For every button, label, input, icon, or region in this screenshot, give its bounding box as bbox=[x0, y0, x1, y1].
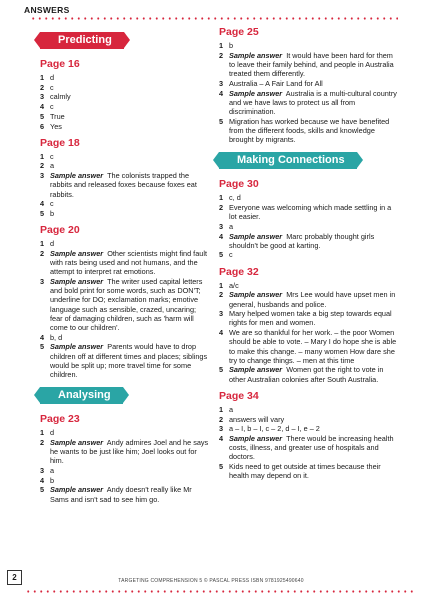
answer-item bbox=[219, 79, 397, 88]
banner-notch-right bbox=[357, 152, 363, 168]
answer-text: c, d bbox=[229, 193, 241, 203]
answer-number: 5 bbox=[219, 250, 224, 260]
answer-number: 5 bbox=[40, 111, 45, 121]
answer-item bbox=[40, 83, 210, 92]
answer-text: There would be increasing health costs, illness, and greater use of hospitals and doctors. bbox=[229, 434, 394, 462]
section-page-32 bbox=[219, 266, 397, 384]
answer-text: c bbox=[50, 199, 54, 209]
answer-number: 2 bbox=[219, 50, 224, 60]
answer-text: calmly bbox=[50, 92, 71, 102]
answer-number: 4 bbox=[219, 434, 224, 443]
answer-text: Everyone was welcoming which made settling in a lot easier. bbox=[229, 202, 392, 222]
footer-credit: TARGETING COMPREHENSION 5 © PASCAL PRESS ISBN 9781925490640 bbox=[118, 578, 304, 584]
answer-item bbox=[40, 161, 210, 170]
answer-text: Mary helped women take a big step towards equal rights for men and women. bbox=[229, 309, 392, 328]
answer-number: 1 bbox=[40, 428, 45, 438]
answer-number: 4 bbox=[40, 332, 45, 342]
answer-item bbox=[219, 250, 397, 259]
answer-text: d bbox=[50, 239, 55, 249]
answer-text: Australia – A Fair Land for All bbox=[229, 78, 323, 88]
answer-number: 5 bbox=[40, 485, 45, 495]
answer-number: 5 bbox=[219, 462, 224, 472]
answer-item bbox=[40, 92, 210, 101]
answer-number: 3 bbox=[219, 424, 224, 434]
page-heading: Page 30 bbox=[219, 178, 259, 191]
answer-item bbox=[40, 122, 210, 131]
answer-number: 6 bbox=[40, 121, 45, 131]
answer-number: 2 bbox=[40, 437, 45, 447]
answer-item bbox=[40, 239, 210, 248]
sample-answer-label: Sample answer bbox=[50, 248, 104, 258]
answer-item bbox=[219, 222, 397, 231]
answer-text: Andy doesn't really like Mr Sams and isn't sad to see him go. bbox=[50, 485, 192, 504]
answer-text: b bbox=[50, 208, 55, 218]
answer-number: 5 bbox=[40, 208, 45, 218]
banner-label: Making Connections bbox=[219, 152, 357, 169]
answer-item bbox=[40, 277, 210, 332]
answer-text: The colonists trapped the rabbits and released foxes because foxes eat rabbits. bbox=[50, 171, 197, 199]
answer-number: 3 bbox=[40, 466, 45, 475]
answer-text: a bbox=[50, 161, 55, 171]
answer-text: c bbox=[229, 250, 233, 260]
answer-item bbox=[40, 476, 210, 485]
sample-answer-label: Sample answer bbox=[50, 485, 104, 495]
sample-answer-label: Sample answer bbox=[229, 231, 283, 241]
section-page-20 bbox=[40, 224, 210, 379]
answer-text: Kids need to get outside at times because their health may depend on it. bbox=[229, 462, 381, 481]
answer-text: a bbox=[229, 221, 234, 231]
answer-item bbox=[219, 328, 397, 365]
answer-number: 3 bbox=[40, 92, 45, 102]
answer-item bbox=[219, 193, 397, 202]
banner-predicting bbox=[40, 32, 210, 49]
sample-answer-label: Sample answer bbox=[50, 276, 104, 286]
answer-text: a/c bbox=[229, 280, 239, 290]
answer-text: d bbox=[50, 73, 55, 82]
page-heading: Page 20 bbox=[40, 224, 80, 237]
page-heading: Page 34 bbox=[219, 389, 259, 402]
sample-answer-label: Sample answer bbox=[50, 437, 104, 447]
answer-text: Parents would have to drop children off at different times and places; siblings would be split up; more travel time for some children. bbox=[50, 342, 208, 379]
sample-answer-label: Sample answer bbox=[50, 342, 104, 352]
answer-number: 3 bbox=[219, 309, 224, 319]
answer-item bbox=[219, 232, 397, 250]
banner-notch-right bbox=[123, 387, 129, 403]
answer-number: 4 bbox=[219, 328, 224, 338]
banner-analysing bbox=[40, 387, 210, 404]
sample-answer-label: Sample answer bbox=[229, 50, 283, 60]
page-number: 2 bbox=[7, 570, 22, 585]
answer-text: Other scientists might find fault with rats being used and not humans, and the attempt to interpret rat emotions. bbox=[50, 248, 207, 277]
answer-text: True bbox=[50, 111, 65, 121]
answer-item bbox=[40, 152, 210, 161]
answer-number: 3 bbox=[219, 78, 224, 88]
sample-answer-label: Sample answer bbox=[229, 290, 283, 300]
section-title: ANSWERS bbox=[24, 5, 70, 15]
section-page-30 bbox=[219, 178, 397, 259]
answer-text: b bbox=[50, 475, 55, 485]
answer-number: 3 bbox=[219, 221, 224, 231]
answer-text: b bbox=[229, 41, 234, 50]
answer-number: 2 bbox=[40, 248, 45, 258]
answer-item bbox=[219, 281, 397, 290]
sample-answer-label: Sample answer bbox=[229, 88, 283, 98]
answer-text: The writer used capital letters and bold print for some words, such as DON'T; underline for DO; exclamation marks; emotive language such as sensible, crazed, uncaring; fear of damaging children, such as 'harm will come to our children'. bbox=[50, 276, 203, 332]
answer-text: c bbox=[50, 82, 54, 92]
answer-text: Australia is a multi-cultural country and we have laws to protect us all from discrimination. bbox=[229, 88, 397, 116]
page-heading: Page 16 bbox=[40, 58, 80, 70]
section-page-16 bbox=[40, 58, 210, 131]
section-page-25 bbox=[219, 26, 397, 144]
answer-item bbox=[40, 428, 210, 437]
section-page-18 bbox=[40, 137, 210, 218]
banner-label: Analysing bbox=[40, 387, 123, 404]
page-heading: Page 23 bbox=[40, 413, 80, 426]
sample-answer-label: Sample answer bbox=[229, 365, 283, 375]
answer-text: We are so thankful for her work. – the poor Women should be able to vote. – Mary I do hope she is able to make this change. – many women How dare she try to change things. – men at this time bbox=[229, 328, 397, 365]
answer-number: 1 bbox=[219, 41, 224, 50]
answer-item bbox=[40, 438, 210, 466]
answer-item bbox=[219, 309, 397, 327]
page-heading: Page 25 bbox=[219, 26, 259, 38]
answer-text: answers will vary bbox=[229, 414, 285, 424]
answer-number: 3 bbox=[40, 171, 45, 181]
page-heading: Page 18 bbox=[40, 136, 80, 149]
answer-number: 1 bbox=[219, 193, 224, 203]
answer-text: c bbox=[50, 102, 54, 112]
section-page-34 bbox=[219, 390, 397, 481]
answer-text: Women got the right to vote in other Australian colonies after South Australia. bbox=[229, 365, 384, 384]
dotted-divider bbox=[30, 17, 398, 20]
answer-item bbox=[40, 102, 210, 111]
banner-notch-right bbox=[124, 32, 130, 48]
answer-number: 2 bbox=[40, 82, 45, 92]
answer-item bbox=[219, 424, 397, 433]
answer-text: d bbox=[50, 428, 55, 438]
answer-item bbox=[219, 290, 397, 308]
sample-answer-label: Sample answer bbox=[50, 171, 104, 181]
answer-text: a bbox=[50, 466, 55, 475]
answer-text: Andy admires Joel and he says he wants to be just like him; Joel looks out for him. bbox=[50, 437, 209, 466]
answer-text: Marc probably thought girls shouldn't be good at karting. bbox=[229, 231, 375, 250]
answer-text: It would have been hard for them to leave their family behind, and people in Australia treated them differently. bbox=[229, 50, 394, 79]
answer-number: 5 bbox=[40, 342, 45, 352]
right-column bbox=[219, 24, 397, 481]
answer-number: 2 bbox=[40, 161, 45, 171]
answer-text: b, d bbox=[50, 332, 63, 342]
answer-number: 4 bbox=[40, 199, 45, 209]
banner-label: Predicting bbox=[40, 32, 124, 49]
answer-item bbox=[219, 51, 397, 79]
answer-item bbox=[219, 89, 397, 117]
answer-item bbox=[40, 333, 210, 342]
answer-number: 2 bbox=[219, 290, 224, 300]
answer-number: 5 bbox=[219, 365, 224, 375]
answer-number: 5 bbox=[219, 116, 224, 126]
answer-number: 4 bbox=[219, 231, 224, 241]
answer-item bbox=[40, 485, 210, 503]
answer-number: 3 bbox=[40, 276, 45, 286]
answer-item bbox=[40, 171, 210, 199]
answer-number: 4 bbox=[40, 102, 45, 112]
answer-item bbox=[40, 112, 210, 121]
answer-item bbox=[219, 203, 397, 221]
answer-number: 1 bbox=[219, 280, 224, 290]
answer-text: Migration has worked because we have benefited from the different foods, skills and knowledge brought by migrants. bbox=[229, 116, 390, 145]
left-column bbox=[40, 24, 210, 504]
answer-item bbox=[219, 415, 397, 424]
answer-number: 4 bbox=[40, 475, 45, 485]
answer-item bbox=[219, 117, 397, 145]
answer-number: 2 bbox=[219, 414, 224, 424]
answer-text: Yes bbox=[50, 121, 62, 131]
answer-number: 4 bbox=[219, 88, 224, 98]
answer-item bbox=[40, 342, 210, 379]
section-page-23 bbox=[40, 413, 210, 504]
answer-text: Mrs Lee would have upset men in general, husbands and police. bbox=[229, 290, 396, 309]
answer-number: 2 bbox=[219, 202, 224, 212]
answer-item bbox=[219, 434, 397, 462]
answer-text: a – I, b – I, c – 2, d – I, e – 2 bbox=[229, 424, 320, 434]
sample-answer-label: Sample answer bbox=[229, 434, 283, 443]
answer-item bbox=[40, 199, 210, 208]
answer-item bbox=[40, 209, 210, 218]
answer-item bbox=[219, 365, 397, 383]
answer-number: 1 bbox=[219, 404, 224, 414]
banner-making-connections bbox=[219, 152, 397, 169]
answer-item bbox=[40, 249, 210, 277]
answer-item bbox=[40, 466, 210, 475]
answer-text: a bbox=[229, 404, 234, 414]
answer-item bbox=[219, 41, 397, 50]
page-heading: Page 32 bbox=[219, 265, 259, 278]
bottom-dotted-divider bbox=[25, 590, 415, 593]
answer-item bbox=[40, 73, 210, 82]
answer-number: 1 bbox=[40, 239, 45, 249]
answer-item bbox=[219, 405, 397, 414]
answer-item bbox=[219, 462, 397, 480]
answer-number: 1 bbox=[40, 151, 45, 161]
answer-number: 1 bbox=[40, 73, 45, 82]
answer-text: c bbox=[50, 151, 54, 161]
